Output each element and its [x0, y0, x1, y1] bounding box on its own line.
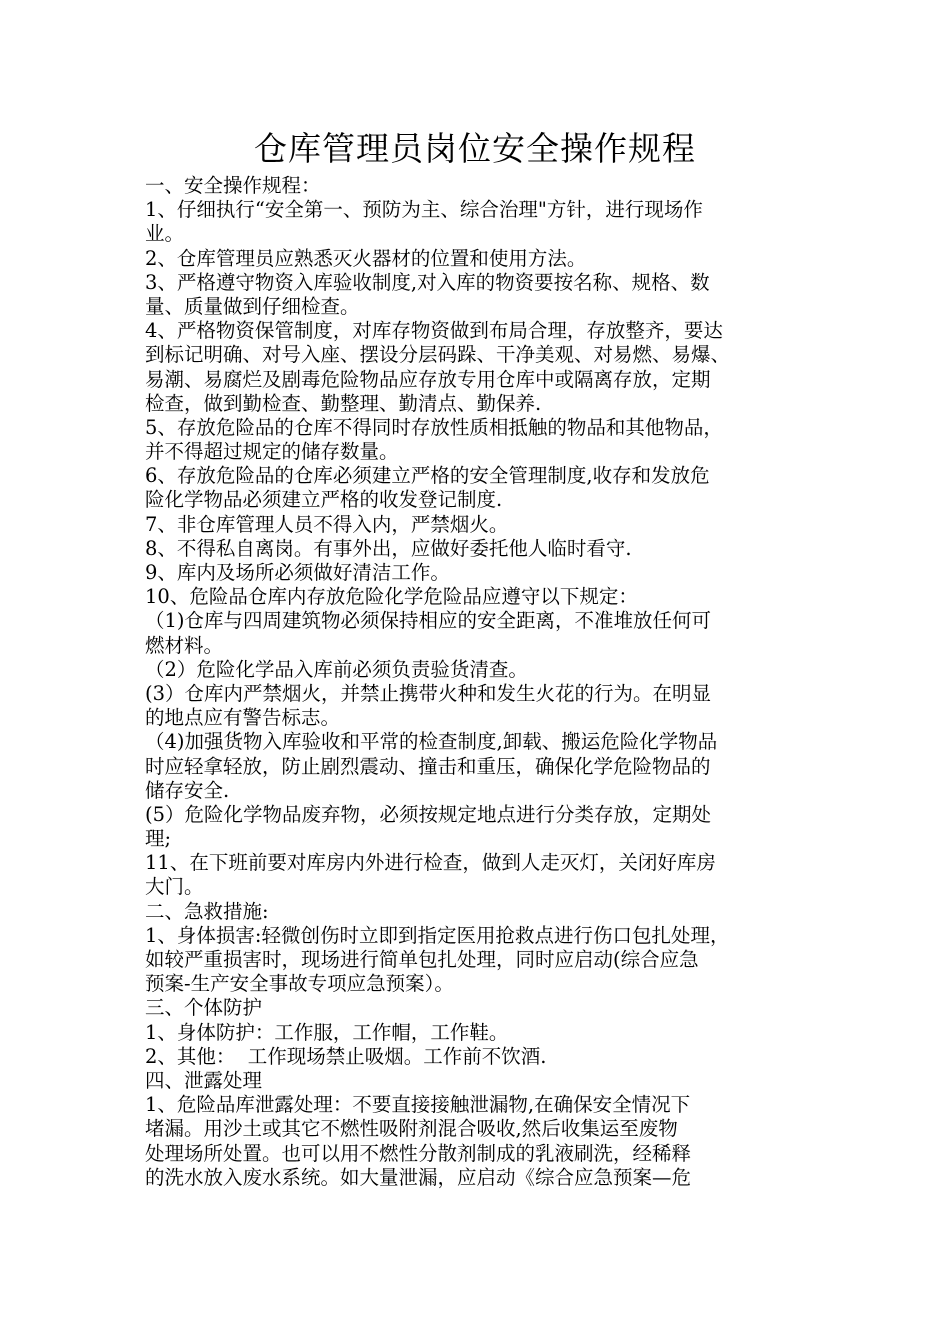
text-line: 1、身体损害:轻微创伤时立即到指定医用抢救点进行伤口包扎处理，: [145, 923, 730, 947]
text-line: 二、急救措施:: [145, 899, 269, 923]
text-line: 时应轻拿轻放，防止剧烈震动、撞击和重压，确保化学危险物品的: [145, 754, 711, 778]
text-line: 的地点应有警告标志。: [145, 706, 341, 730]
text-line: （2）危险化学品入库前必须负责验货清查。: [145, 657, 528, 681]
text-line: 预案-生产安全事故专项应急预案）。: [145, 972, 454, 996]
text-line: 大门。: [145, 875, 204, 899]
text-line: （1)仓库与四周建筑物必须保持相应的安全距离，不准堆放任何可: [145, 609, 712, 633]
text-line: 四、泄露处理: [145, 1068, 263, 1092]
text-line: 一、安全操作规程：: [145, 174, 321, 197]
text-line: 4、严格物资保管制度，对库存物资做到布局合理，存放整齐，要达: [145, 319, 723, 343]
text-line: (5）危险化学物品废弃物，必须按规定地点进行分类存放，定期处: [145, 802, 712, 826]
text-line: 2、仓库管理员应熟悉灭火器材的位置和使用方法。: [145, 246, 587, 270]
text-line: 理;: [145, 827, 172, 851]
text-line: 易潮、易腐烂及剧毒危险物品应存放专用仓库中或隔离存放，定期: [145, 367, 711, 391]
document-body: [145, 174, 810, 1190]
text-line: 处理场所处置。也可以用不燃性分散剂制成的乳液刷洗，经稀释: [145, 1141, 692, 1165]
text-line: 到标记明确、对号入座、摆设分层码跺、干净美观、对易燃、易爆、: [145, 343, 731, 367]
text-line: 三、个体防护: [145, 996, 263, 1020]
text-line: 燃材料。: [145, 633, 224, 657]
text-line: 堵漏。用沙土或其它不燃性吸附剂混合吸收,然后收集运至废物: [145, 1117, 678, 1141]
text-line: 的洗水放入废水系统。如大量泄漏，应启动《综合应急预案—危: [145, 1165, 692, 1189]
document-title: 仓库管理员岗位安全操作规程: [254, 129, 696, 168]
text-line: 1、仔细执行“安全第一、预防为主、综合治理"方针，进行现场作: [145, 198, 703, 222]
text-line: 2、其他： 工作现场禁止吸烟。工作前不饮酒.: [145, 1044, 547, 1068]
text-line: 并不得超过规定的储存数量。: [145, 440, 399, 464]
text-line: 1、危险品库泄露处理：不要直接接触泄漏物,在确保安全情况下: [145, 1093, 691, 1117]
text-line: 3、严格遵守物资入库验收制度,对入库的物资要按名称、规格、数: [145, 270, 710, 294]
text-line: 10、危险品仓库内存放危险化学危险品应遵守以下规定：: [145, 585, 638, 609]
text-line: 5、存放危险品的仓库不得同时存放性质相抵触的物品和其他物品，: [145, 415, 723, 439]
text-line: 1、身体防护：工作服，工作帽，工作鞋。: [145, 1020, 509, 1044]
text-line: 险化学物品必须建立严格的收发登记制度.: [145, 488, 503, 512]
text-line: 8、不得私自离岗。有事外出，应做好委托他人临时看守.: [145, 536, 632, 560]
text-line: 6、存放危险品的仓库必须建立严格的安全管理制度,收存和发放危: [145, 464, 710, 488]
text-line: 7、非仓库管理人员不得入内，严禁烟火。: [145, 512, 509, 536]
text-line: (3）仓库内严禁烟火，并禁止携带火种和发生火花的行为。在明显: [145, 681, 712, 705]
text-line: 量、质量做到仔细检查。: [145, 294, 360, 318]
text-line: 9、库内及场所必须做好清洁工作。: [145, 561, 450, 584]
text-line: 检查，做到勤检查、勤整理、勤清点、勤保养.: [145, 391, 542, 415]
text-line: 业。: [145, 222, 185, 246]
text-line: 11、在下班前要对库房内外进行检查，做到人走灭灯，关闭好库房: [145, 851, 716, 875]
text-line: （4)加强货物入库验收和平常的检查制度,卸载、搬运危险化学物品: [145, 730, 718, 754]
text-line: 如较严重损害时，现场进行简单包扎处理，同时应启动(综合应急: [145, 948, 699, 971]
text-line: 储存安全.: [145, 778, 230, 802]
